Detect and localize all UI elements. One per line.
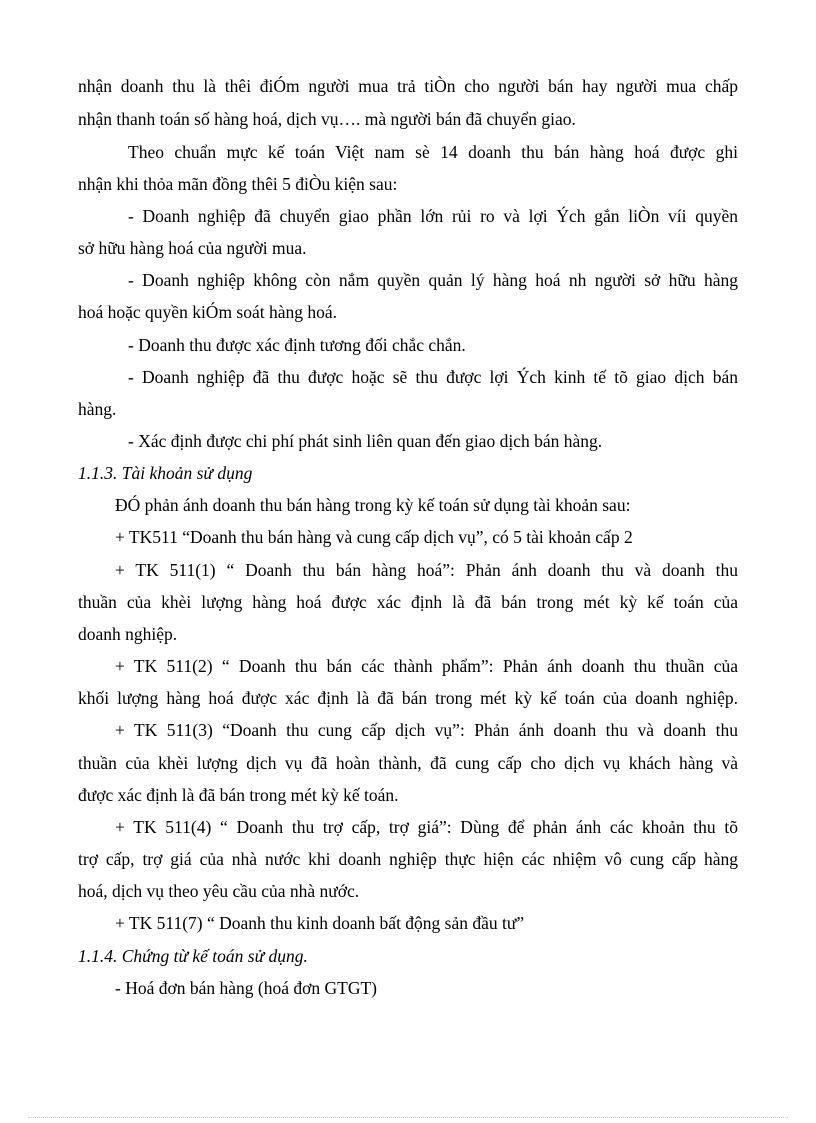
- section-heading: 1.1.3. Tài khoản sử dụng: [78, 463, 253, 483]
- text-line: doanh nghiệp.: [78, 624, 178, 644]
- text-line: nhận thanh toán số hàng hoá, dịch vụ…. mà người bán đã chuyển giao.: [78, 109, 576, 129]
- text-line: + TK 511(2) “ Doanh thu bán các thành phẩm”: Phản ánh doanh thu thuần của: [115, 656, 738, 676]
- text-line: + TK 511(4) “ Doanh thu trợ cấp, trợ giá”: Dùng để phản ánh các khoản thu tõ: [115, 817, 738, 837]
- text-line: thuần của khèi lượng dịch vụ đã hoàn thành, đã cung cấp cho dịch vụ khách hàng và: [78, 753, 738, 773]
- text-line: khối lượng hàng hoá được xác định là đã bán trong mét kỳ kế toán của doanh nghiệp.: [78, 688, 738, 708]
- text-line: - Doanh nghiệp không còn nắm quyền quản lý hàng hoá nh người sở hữu hàng: [128, 270, 738, 290]
- text-line: ĐÓ phản ánh doanh thu bán hàng trong kỳ kế toán sử dụng tài khoản sau:: [115, 495, 631, 515]
- text-line: hoá, dịch vụ theo yêu cầu của nhà nước.: [78, 881, 360, 901]
- text-line: hàng.: [78, 399, 117, 419]
- text-line: nhận doanh thu là thêi điÓm người mua trả tiÒn cho người bán hay người mua chấp: [78, 76, 738, 96]
- page-bottom-rule: [28, 1117, 788, 1118]
- text-line: + TK 511(3) “Doanh thu cung cấp dịch vụ”: Phản ánh doanh thu và doanh thu: [115, 720, 738, 740]
- text-line: sở hữu hàng hoá của người mua.: [78, 238, 307, 258]
- text-line: - Doanh nghiệp đã thu được hoặc sẽ thu được lợi Ých kinh tế tõ giao dịch bán: [128, 367, 738, 387]
- text-line: hoá hoặc quyền kiÓm soát hàng hoá.: [78, 302, 338, 322]
- text-line: - Hoá đơn bán hàng (hoá đơn GTGT): [115, 978, 377, 998]
- text-line: - Xác định được chi phí phát sinh liên quan đến giao dịch bán hàng.: [128, 431, 603, 451]
- text-line: trợ cấp, trợ giá của nhà nước khi doanh nghiệp thực hiện các nhiệm vô cung cấp hàng: [78, 849, 738, 869]
- text-line: + TK511 “Doanh thu bán hàng và cung cấp dịch vụ”, có 5 tài khoản cấp 2: [115, 527, 633, 547]
- text-line: thuần của khèi lượng hàng hoá được xác định là đã bán trong mét kỳ kế toán của: [78, 592, 738, 612]
- text-line: nhận khi thỏa mãn đồng thêi 5 điÒu kiện sau:: [78, 174, 398, 194]
- text-line: - Doanh thu được xác định tương đối chắc chắn.: [128, 335, 466, 355]
- section-heading: 1.1.4. Chứng từ kế toán sử dụng.: [78, 946, 308, 966]
- text-line: được xác định là đã bán trong mét kỳ kế toán.: [78, 785, 399, 805]
- text-line: Theo chuẩn mực kế toán Việt nam sè 14 doanh thu bán hàng hoá được ghi: [128, 142, 738, 162]
- text-line: + TK 511(1) “ Doanh thu bán hàng hoá”: Phản ánh doanh thu và doanh thu: [115, 560, 738, 580]
- text-line: - Doanh nghiệp đã chuyển giao phần lớn rủi ro và lợi Ých gắn liÒn víi quyền: [128, 206, 738, 226]
- text-line: + TK 511(7) “ Doanh thu kinh doanh bất động sản đầu tư”: [115, 913, 525, 933]
